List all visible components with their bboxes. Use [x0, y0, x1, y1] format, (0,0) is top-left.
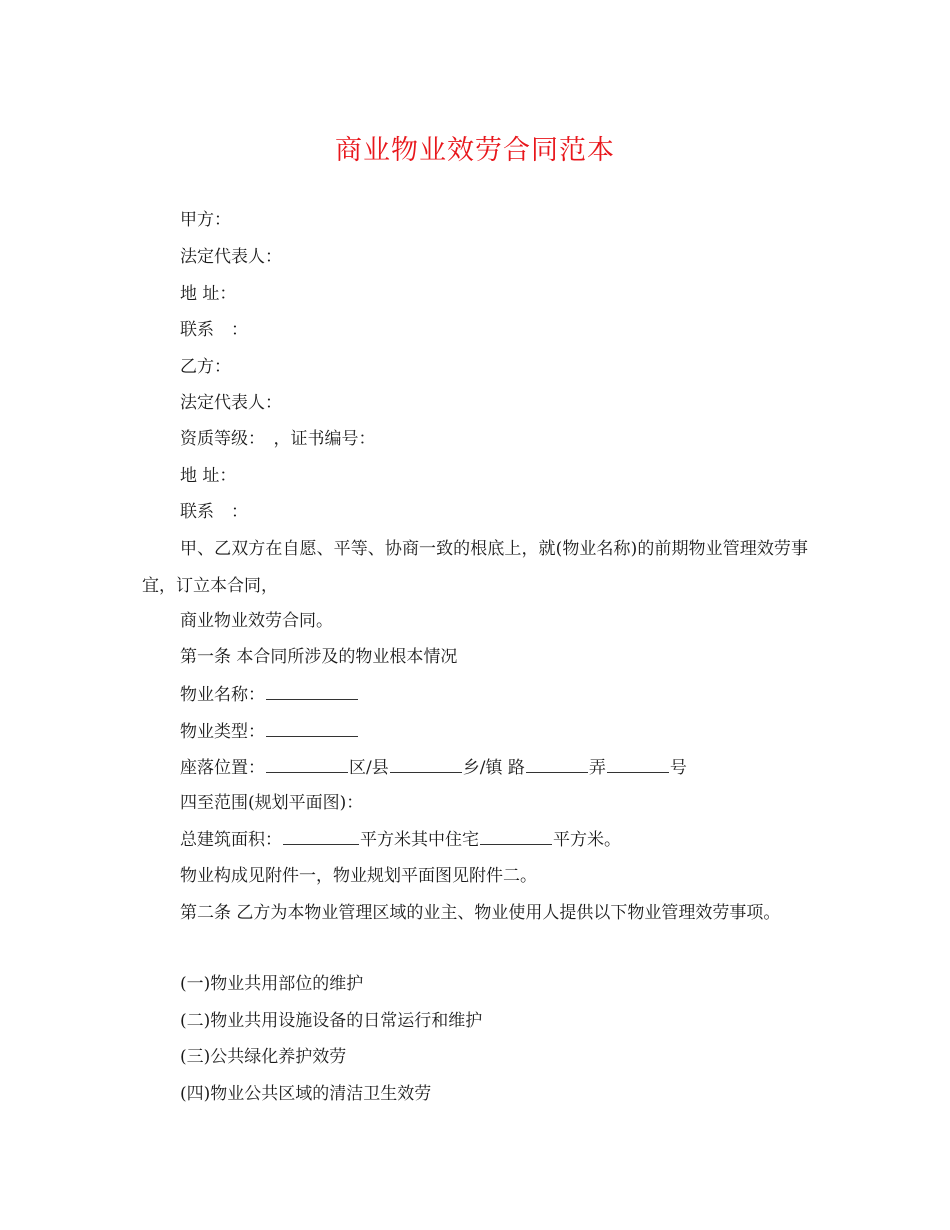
article-1-title: 第一条 本合同所涉及的物业根本情况	[180, 647, 458, 667]
location-blank-2	[390, 755, 462, 773]
service-item-2: (二)物业共用设施设备的日常运行和维护	[180, 1011, 483, 1031]
location-district: 区/县	[349, 758, 389, 778]
party-a-address: 地 址：	[180, 284, 237, 304]
party-b-address: 地 址：	[180, 466, 237, 486]
party-b-line: 乙方：	[180, 357, 231, 377]
location-blank-3	[526, 755, 588, 773]
service-item-3: (三)公共绿化养护效劳	[180, 1047, 347, 1067]
party-a-contact: 联系 ：	[180, 320, 248, 340]
property-type-label: 物业类型：	[180, 722, 265, 742]
area-blank-2	[480, 827, 552, 845]
party-b-contact: 联系 ：	[180, 502, 248, 522]
party-a-representative: 法定代表人：	[180, 247, 282, 267]
area-mid: 平方米其中住宅	[360, 830, 479, 850]
property-type-line	[180, 719, 359, 744]
area-line	[180, 827, 621, 852]
property-name-line	[180, 682, 359, 707]
property-name-label: 物业名称：	[180, 685, 265, 705]
area-unit: 平方米。	[553, 830, 621, 850]
party-b-qualification: 资质等级： ，证书编号：	[180, 429, 376, 449]
party-b-representative: 法定代表人：	[180, 393, 282, 413]
boundary-line: 四至范围(规划平面图)：	[180, 793, 364, 813]
service-item-1: (一)物业共用部位的维护	[180, 974, 364, 994]
location-blank-4	[607, 755, 669, 773]
location-lane: 弄	[588, 758, 606, 778]
area-blank-1	[283, 827, 359, 845]
location-town: 乡/镇 路	[462, 758, 525, 778]
party-a-line: 甲方：	[180, 210, 231, 230]
location-line	[180, 755, 687, 780]
location-number: 号	[669, 758, 687, 778]
property-type-blank	[266, 719, 358, 737]
intro-paragraph: 甲、乙双方在自愿、平等、协商一致的根底上，就(物业名称)的前期物业管理效劳事宜，订立本合同，	[142, 539, 808, 596]
document-title: 商业物业效劳合同范本	[335, 135, 615, 166]
contract-name-line: 商业物业效劳合同。	[180, 611, 333, 631]
location-label: 座落位置：	[180, 758, 265, 778]
service-item-4: (四)物业公共区域的清洁卫生效劳	[180, 1084, 432, 1104]
article-2-paragraph: 第二条 乙方为本物业管理区域的业主、物业使用人提供以下物业管理效劳事项。	[180, 903, 781, 923]
location-blank-1	[266, 755, 348, 773]
area-label: 总建筑面积：	[180, 830, 282, 850]
property-name-blank	[266, 682, 358, 700]
composition-line: 物业构成见附件一，物业规划平面图见附件二。	[180, 866, 537, 886]
